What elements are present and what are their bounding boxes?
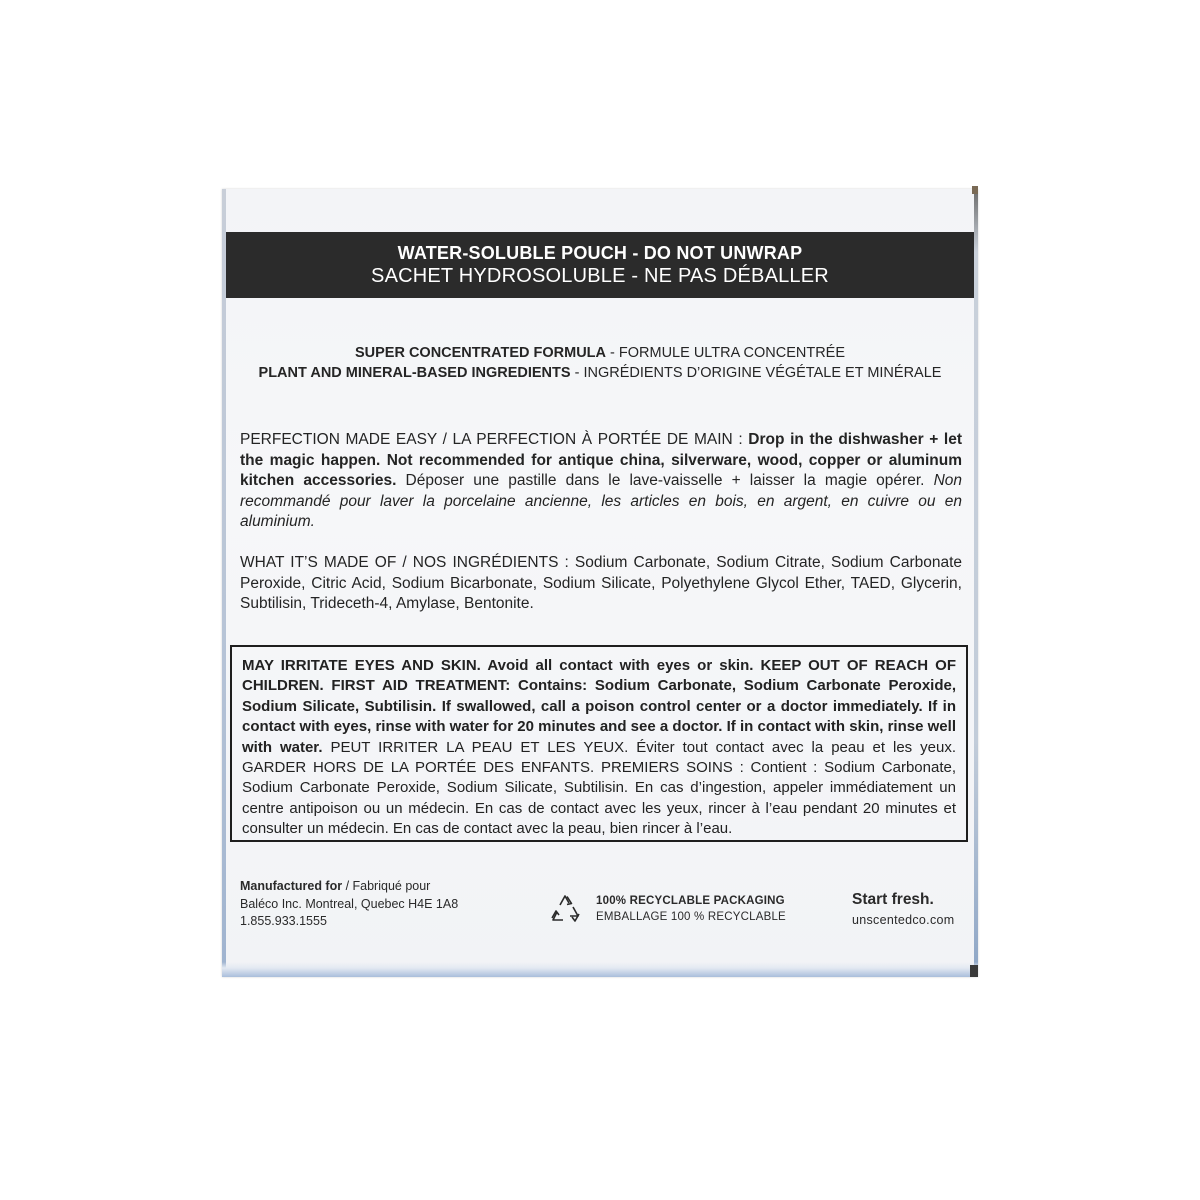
warning-english: MAY IRRITATE EYES AND SKIN. Avoid all contact with eyes or skin. KEEP OUT OF REACH OF CHILDREN. FIRST AID TREATMENT: Contains: Sodium Carbonate, Sodium Carbonate Peroxide, Sodium Silicate, Subtilisin. If swallowed, call a poison control center or a doctor immediately. If in contact with eyes, rinse with water for 20 minutes and see a doctor. If in contact with skin, rinse well with water. xyxy=(242,657,956,756)
banner-english-line: WATER-SOLUBLE POUCH - DO NOT UNWRAP xyxy=(397,243,803,263)
recycle-french: EMBALLAGE 100 % RECYCLABLE xyxy=(596,911,786,923)
claim-ingredients-en: PLANT AND MINERAL-BASED INGREDIENTS xyxy=(258,365,571,381)
manufacturer-phone: 1.855.933.1555 xyxy=(240,914,327,928)
safety-warning-text xyxy=(242,656,956,840)
ingredients-heading-fr: / NOS INGRÉDIENTS : xyxy=(396,554,575,571)
manufacturer-label-fr: / Fabriqué pour xyxy=(342,879,431,893)
pouch-warning-banner xyxy=(226,232,974,298)
usage-body-en: Drop in the dishwasher + let the magic happen. Not recommended for antique china, silverware, wood, copper or aluminum kitchen accessories. xyxy=(240,431,962,489)
claim-formula-fr: - FORMULE ULTRA CONCENTRÉE xyxy=(606,345,846,361)
warning-french: PEUT IRRITER LA PEAU ET LES YEUX. Éviter tout contact avec la peau et les yeux. GARDER HORS DE LA PORTÉE DES ENFANTS. PREMIERS SOINS : Contient : Sodium Carbonate, Sodium Carbonate Peroxide, Sodium Silicate, Subtilisin. En cas d’ingestion, appeler immédiatement un centre antipoison ou un médecin. En cas de contact avec les yeux, rincer à l’eau pendant 20 minutes et consulter un médecin. En cas de contact avec la peau, bien rincer à l’eau. xyxy=(242,738,956,838)
usage-body-fr-italic: Non recommandé pour laver la porcelaine ancienne, les articles en bois, en argent, en cuivre ou en aluminium. xyxy=(240,472,962,530)
manufacturer-info xyxy=(240,878,458,931)
manufacturer-address: Baléco Inc. Montreal, Quebec H4E 1A8 xyxy=(240,896,459,911)
ingredients-items: Sodium Carbonate, Sodium Citrate, Sodium Carbonate Peroxide, Citric Acid, Sodium Bicarbonate, Sodium Silicate, Polyethylene Glycol Ether, TAED, Glycerin, Subtilisin, Trideceth-4, Amylase, Bentonite. xyxy=(240,554,963,612)
ingredients-heading-en: WHAT IT’S MADE OF xyxy=(240,554,397,571)
product-claims xyxy=(226,343,974,383)
usage-body-fr: Déposer une pastille dans le lave-vaisselle + laisser la magie opérer. xyxy=(396,472,934,489)
box-bottom-right-corner xyxy=(970,965,978,977)
manufacturer-label-en: Manufactured for xyxy=(240,879,343,893)
recycling-info xyxy=(596,893,786,925)
recycle-english: 100% RECYCLABLE PACKAGING xyxy=(596,895,785,907)
usage-instructions xyxy=(240,430,962,533)
claim-line-formula xyxy=(226,343,974,363)
usage-heading-fr: / LA PERFECTION À PORTÉE DE MAIN : xyxy=(437,431,749,448)
claim-line-ingredients xyxy=(226,363,974,383)
recycle-icon xyxy=(546,890,586,928)
manufacturer-label xyxy=(240,878,458,896)
claim-ingredients-fr: - INGRÉDIENTS D’ORIGINE VÉGÉTALE ET MINÉRALE xyxy=(570,365,942,381)
safety-warning-box xyxy=(230,645,968,842)
usage-heading-en: PERFECTION MADE EASY xyxy=(240,431,437,448)
box-left-edge xyxy=(222,189,226,977)
brand-block xyxy=(852,889,954,929)
brand-website: unscentedco.com xyxy=(852,913,955,927)
box-bottom-edge xyxy=(222,962,978,977)
box-top-right-corner xyxy=(972,186,978,194)
box-right-edge xyxy=(974,189,978,977)
brand-tagline: Start fresh. xyxy=(852,891,934,908)
banner-french-line: SACHET HYDROSOLUBLE - NE PAS DÉBALLER xyxy=(371,265,829,287)
ingredients-list xyxy=(240,553,962,615)
claim-formula-en: SUPER CONCENTRATED FORMULA xyxy=(354,345,607,361)
